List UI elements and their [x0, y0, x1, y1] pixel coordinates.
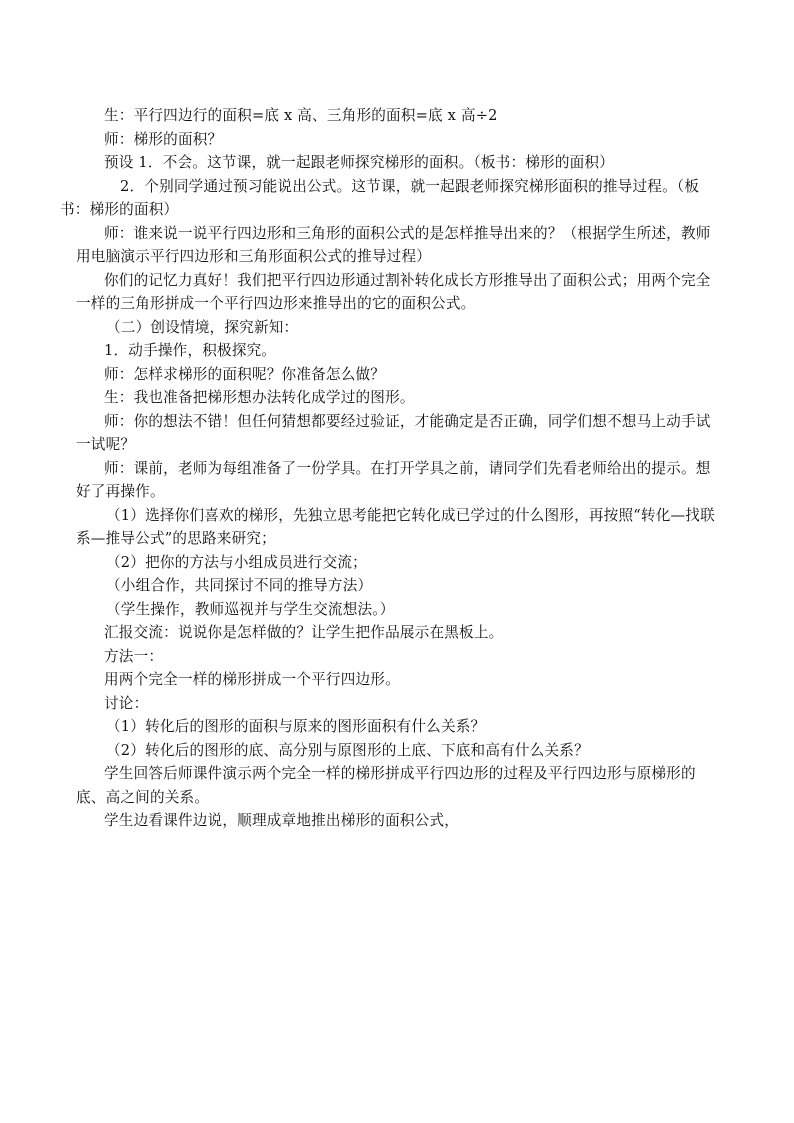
paragraph-hands-on: 1．动手操作，积极探究。 — [104, 342, 277, 359]
paragraph-question-2: （2）转化后的图形的底、高分别与原图形的上底、下底和高有什么关系？ — [106, 741, 589, 759]
paragraph-teacher-question: 师：梯形的面积？ — [104, 130, 223, 148]
document-body — [60, 104, 716, 833]
paragraph-memory-praise: 你们的记忆力真好！我们把平行四边形通过割补转化成长方形推导出了面积公式；用两个完全一样的三角形拼成一个平行四边形来推导出的它的面积公式。 — [76, 271, 711, 312]
paragraph-teacher-review: 师：谁来说一说平行四边形和三角形的面积公式的是怎样推导出来的？（根据学生所述，教师用电脑演示平行四边形和三角形面积公式的推导过程） — [76, 224, 711, 265]
paragraph-teacher-verify: 师：你的想法不错！但任何猜想都要经过验证，才能确定是否正确，同学们想不想马上动手试一试呢？ — [76, 412, 711, 453]
paragraph-method-one-desc: 用两个完全一样的梯形拼成一个平行四边形。 — [104, 671, 400, 688]
paragraph-preset-1: 预设 1．不会。这节课，就一起跟老师探究梯形的面积。（板书：梯形的面积） — [104, 154, 615, 171]
paragraph-hint-2: （2）把你的方法与小组成员进行交流； — [106, 553, 367, 571]
paragraph-teacher-how: 师：怎样求梯形的面积呢？你准备怎么做？ — [104, 365, 386, 383]
paragraph-question-1: （1）转化后的图形的面积与原来的图形面积有什么关系？ — [106, 718, 486, 735]
paragraph-method-one: 方法一： — [104, 647, 164, 665]
paragraph-teacher-tools: 师：课前，老师为每组准备了一份学具。在打开学具之前，请同学们先看老师给出的提示。想好了再操作。 — [76, 459, 711, 500]
paragraph-demo: 学生回答后师课件演示两个完全一样的梯形拼成平行四边形的过程及平行四边形与原梯形的底、高之间的关系。 — [76, 765, 696, 806]
paragraph-derive: 学生边看课件边说，顺理成章地推出梯形的面积公式， — [104, 812, 460, 829]
paragraph-report: 汇报交流：说说你是怎样做的？让学生把作品展示在黑板上。 — [104, 624, 504, 641]
paragraph-student-formula: 生：平行四边行的面积=底 x 高、三角形的面积=底 x 高÷2 — [104, 107, 498, 124]
paragraph-student-operate: （学生操作，教师巡视并与学生交流想法。） — [106, 600, 395, 618]
paragraph-preset-2: 2．个别同学通过预习能说出公式。这节课，就一起跟老师探究梯形面积的推导过程。（板书：梯形的面积） — [60, 177, 700, 218]
section-heading-explore: （二）创设情境，探究新知： — [106, 318, 299, 336]
paragraph-student-plan: 生：我也准备把梯形想办法转化成学过的图形。 — [104, 389, 415, 406]
paragraph-group-work: （小组合作，共同探讨不同的推导方法） — [106, 577, 373, 594]
paragraph-discussion: 讨论： — [104, 694, 149, 712]
paragraph-hint-1: （1）选择你们喜欢的梯形，先独立思考能把它转化成已学过的什么图形，再按照“转化—找联系—推导公式”的思路来研究； — [76, 506, 715, 547]
